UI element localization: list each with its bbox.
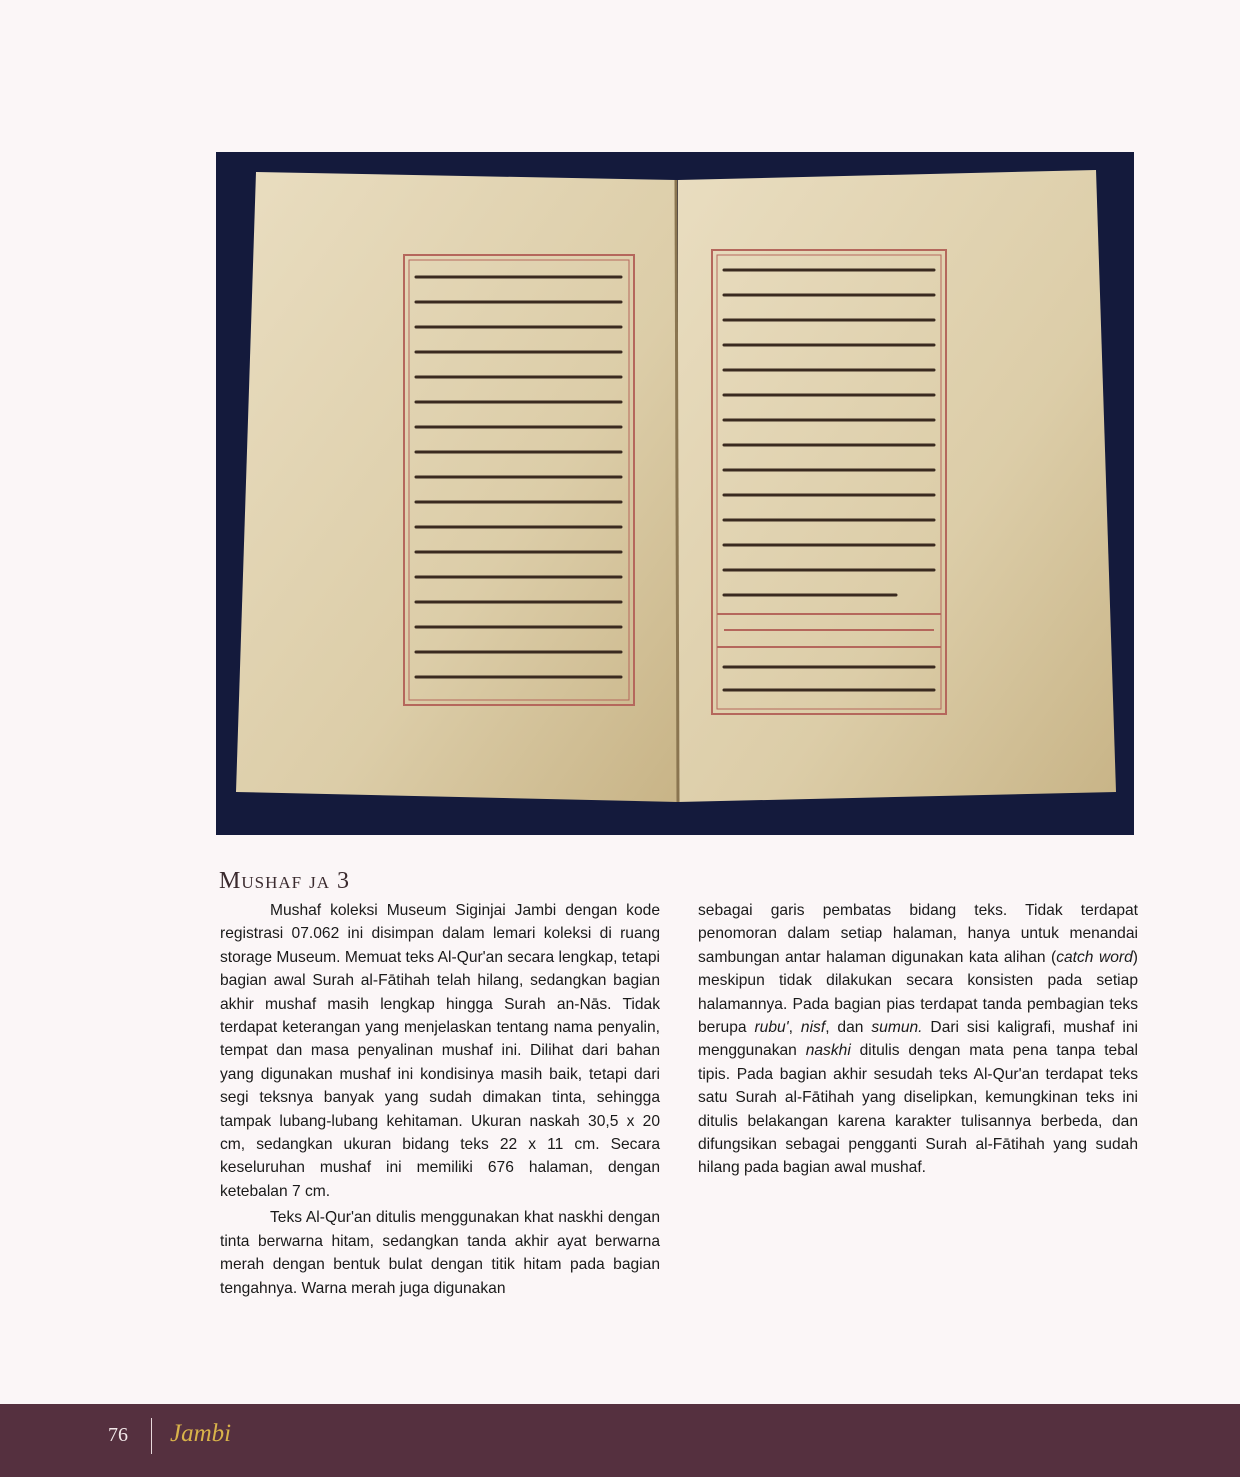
term-naskhi: naskhi — [805, 1042, 851, 1060]
paragraph: sebagai garis pembatas bidang teks. Tidak terdapat penomoran dalam setiap halaman, hanya untuk menandai sambungan antar halaman digunakan kata alihan (catch word) meskipun tidak dilakukan secara konsisten pada setiap halamannya. Pada bagian pias terdapat tanda pembagian teks berupa rubu', nisf, dan sumun. Dari sisi kaligrafi, mushaf ini menggunakan naskhi ditulis dengan mata pena tanpa tebal tipis. Pada bagian akhir sesudah teks Al-Qur'an terdapat teks satu Surah al-Fātihah yang diselipkan, kemungkinan teks ini ditulis belakangan karena karakter tulisannya berbeda, dan difungsikan sebagai pengganti Surah al-Fātihah yang sudah hilang pada bagian awal mushaf. — [698, 902, 1139, 1177]
manuscript-illustration — [216, 152, 1134, 835]
paragraph: Mushaf koleksi Museum Siginjai Jambi dengan kode registrasi 07.062 ini disimpan dalam lemari koleksi di ruang storage Museum. Memuat teks Al-Qur'an secara lengkap, tetapi bagian awal Surah al-Fātihah telah hilang, sedangkan bagian akhir mushaf masih lengkap hingga Surah an-Nās. Tidak terdapat keterangan yang menjelaskan tentang nama penyalin, tempat dan masa penyalinan mushaf ini. Dilihat dari bahan yang digunakan mushaf ini kondisinya masih baik, tetapi dari segi teksnya banyak yang sudah dimakan tinta, sehingga tampak lubang-lubang kehitaman. Ukuran naskah 30,5 x 20 cm, sedangkan ukuran bidang teks 22 x 11 cm. Secara keseluruhan mushaf ini memiliki 676 halaman, dengan ketebalan 7 cm. — [220, 902, 660, 1200]
right-page — [678, 170, 1116, 802]
right-column — [698, 899, 1138, 1183]
article-heading: Mushaf ja 3 — [219, 868, 350, 894]
left-page — [236, 172, 678, 802]
left-column — [220, 899, 660, 1303]
footer-title: Jambi — [170, 1420, 232, 1447]
term-sumun: sumun. — [871, 1019, 923, 1037]
term-catch-word: catch word — [1056, 948, 1133, 966]
footer-divider — [151, 1418, 152, 1454]
term-nisf: nisf — [800, 1019, 826, 1037]
page-number: 76 — [108, 1424, 128, 1446]
paragraph: Teks Al-Qur'an ditulis menggunakan khat naskhi dengan tinta berwarna hitam, sedangkan tanda akhir ayat berwarna merah dengan bentuk bulat dengan titik hitam pada bagian tengahnya. Warna merah juga digunakan — [220, 1209, 660, 1297]
page-footer — [0, 1404, 1240, 1477]
manuscript-photo — [216, 152, 1134, 835]
term-rubu: rubu' — [754, 1019, 789, 1037]
